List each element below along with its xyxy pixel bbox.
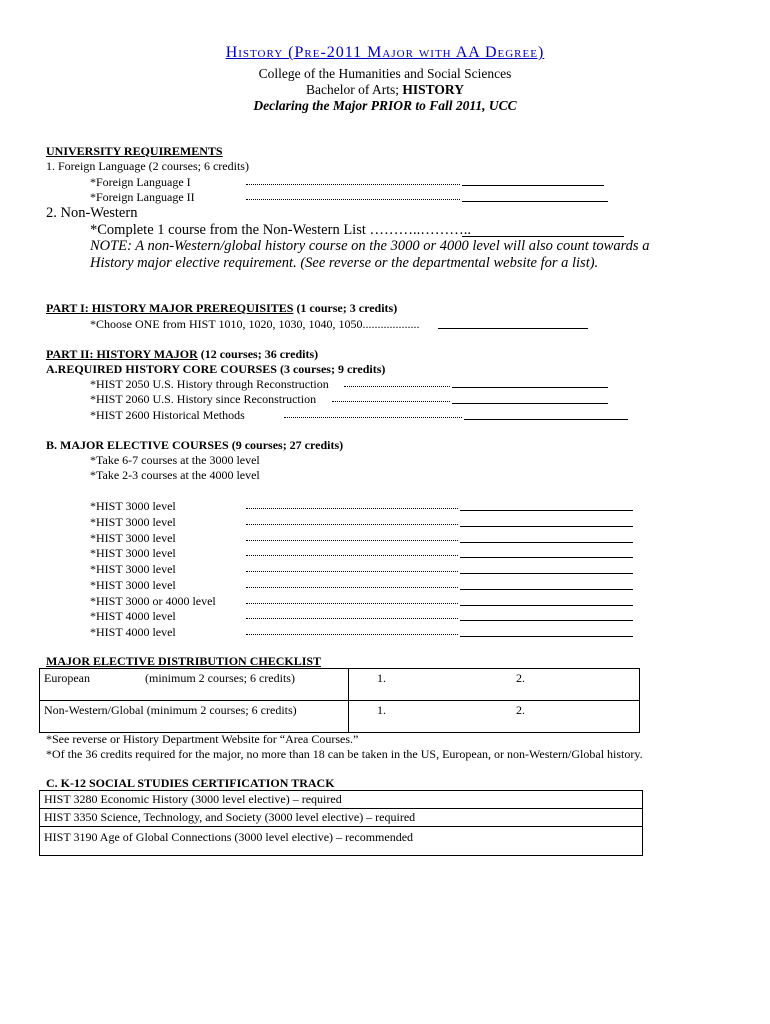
- checklist-requirement: (minimum 2 courses; 6 credits): [144, 671, 295, 685]
- elective-item-leader: [246, 523, 458, 525]
- k12-table: [39, 790, 643, 856]
- checklist-category-cell: [40, 669, 349, 701]
- checklist-row-european: [40, 669, 640, 701]
- non-western-note-2: History major elective requirement. (See reverse or the departmental website for a list).: [90, 255, 599, 271]
- elective-item-label: *HIST 3000 level: [90, 546, 176, 561]
- k12-course: HIST 3280 Economic History (3000 level elective) – required: [40, 791, 643, 809]
- checklist-heading: MAJOR ELECTIVE DISTRIBUTION CHECKLIST: [46, 654, 322, 668]
- core-item-3-blank: [464, 418, 628, 420]
- checklist-category: European: [44, 671, 90, 685]
- elective-item-blank: [460, 619, 633, 621]
- elective-item-blank: [460, 572, 633, 574]
- elective-item-label: *HIST 3000 level: [90, 530, 176, 545]
- college-name: College of the Humanities and Social Sciences: [258, 66, 512, 81]
- checklist-category: Non-Western/Global: [44, 703, 144, 717]
- elective-item-leader: [246, 570, 458, 572]
- elective-item-blank: [460, 604, 633, 606]
- part2-credits: (12 courses; 36 credits): [197, 347, 319, 361]
- elective-item-leader: [246, 617, 458, 619]
- elective-item-blank: [460, 541, 633, 543]
- elective-item-label: *HIST 3000 level: [90, 577, 176, 592]
- part1-credits: (1 course; 3 credits): [293, 301, 398, 315]
- k12-row: [40, 827, 643, 856]
- foreign-language-heading: 1. Foreign Language (2 courses; 6 credits): [46, 159, 249, 173]
- elective-item-blank: [460, 525, 633, 527]
- elective-item-blank: [460, 556, 633, 558]
- degree-prefix: Bachelor of Arts;: [306, 82, 403, 97]
- elective-item-label: *HIST 3000 level: [90, 562, 176, 576]
- elective-item-label: *HIST 3000 level: [90, 514, 176, 529]
- core-item-1-leader: [344, 385, 450, 387]
- foreign-language-2-blank: [462, 200, 608, 202]
- part2-heading: PART II: HISTORY MAJOR: [46, 347, 198, 361]
- k12-row: [40, 791, 643, 809]
- foreign-language-1-leader: [246, 183, 460, 185]
- elective-item-label: *HIST 4000 level: [90, 625, 176, 639]
- degree-line: [0, 82, 770, 98]
- elective-item-blank: [460, 635, 633, 637]
- checklist-requirement: (minimum 2 courses; 6 credits): [146, 703, 297, 717]
- foreign-language-1-blank: [462, 184, 604, 186]
- part1-blank: [438, 327, 588, 329]
- elective-item-leader: [246, 633, 458, 635]
- non-western-complete: *Complete 1 course from the Non-Western List ………..………..: [90, 222, 472, 238]
- part1-heading: PART I: HISTORY MAJOR PREREQUISITES: [46, 301, 294, 315]
- part1-heading-line: [46, 301, 397, 316]
- non-western-blank: [462, 235, 624, 237]
- elective-item-label: *HIST 3000 level: [90, 499, 176, 513]
- k12-row: [40, 809, 643, 827]
- checklist-course-2: 2.: [516, 671, 525, 685]
- checklist-course-cell[interactable]: [349, 669, 640, 701]
- core-item-1-blank: [452, 386, 608, 388]
- core-item-1: *HIST 2050 U.S. History through Reconstruction: [90, 377, 329, 391]
- declaring-line: Declaring the Major PRIOR to Fall 2011, UCC: [253, 98, 517, 113]
- core-item-2-leader: [332, 400, 450, 402]
- k12-course: HIST 3190 Age of Global Connections (3000 level elective) – recommended: [40, 827, 643, 856]
- elective-item-leader: [246, 539, 458, 541]
- page-title: History (Pre-2011 Major with AA Degree): [225, 44, 545, 61]
- university-requirements-heading: UNIVERSITY REQUIREMENTS: [46, 144, 223, 158]
- checklist-note-1: *See reverse or History Department Website for “Area Courses.”: [46, 732, 359, 746]
- degree-major: HISTORY: [402, 82, 464, 97]
- elective-item-label: *HIST 3000 or 4000 level: [90, 593, 216, 608]
- foreign-language-2-leader: [246, 198, 460, 200]
- checklist-category-cell: [40, 701, 349, 733]
- checklist-row-non-western: [40, 701, 640, 733]
- elective-item-blank: [460, 588, 633, 590]
- foreign-language-2-label: *Foreign Language II: [90, 190, 195, 204]
- checklist-table: [39, 668, 640, 733]
- part2-heading-line: [46, 347, 318, 362]
- elective-heading: B. MAJOR ELECTIVE COURSES (9 courses; 27 credits): [46, 438, 344, 452]
- elective-note-2: *Take 2-3 courses at the 4000 level: [90, 468, 260, 482]
- core-heading: A.REQUIRED HISTORY CORE COURSES (3 courses; 9 credits): [46, 362, 386, 376]
- core-item-2-blank: [452, 402, 608, 404]
- k12-heading: C. K-12 SOCIAL STUDIES CERTIFICATION TRACK: [46, 776, 335, 790]
- elective-item-leader: [246, 586, 458, 588]
- elective-item-label: *HIST 4000 level: [90, 609, 176, 624]
- elective-item-leader: [246, 602, 458, 604]
- checklist-course-1: 1.: [377, 671, 386, 685]
- core-item-3: *HIST 2600 Historical Methods: [90, 408, 245, 422]
- core-item-2: *HIST 2060 U.S. History since Reconstruction: [90, 392, 317, 406]
- non-western-heading: 2. Non-Western: [46, 205, 138, 221]
- foreign-language-1-label: *Foreign Language I: [90, 175, 191, 189]
- checklist-course-cell[interactable]: [349, 701, 640, 733]
- k12-course: HIST 3350 Science, Technology, and Society (3000 level elective) – required: [40, 809, 643, 827]
- checklist-note-2: *Of the 36 credits required for the major, no more than 18 can be taken in the US, European, or non-Western/Global history.: [46, 747, 643, 761]
- elective-item-blank: [460, 509, 633, 511]
- checklist-course-1: 1.: [377, 703, 386, 717]
- checklist-course-2: 2.: [516, 703, 525, 717]
- part1-choose: *Choose ONE from HIST 1010, 1020, 1030, 1040, 1050...................: [90, 317, 420, 331]
- elective-note-1: *Take 6-7 courses at the 3000 level: [90, 453, 260, 467]
- elective-item-leader: [246, 554, 458, 556]
- elective-item-leader: [246, 507, 458, 509]
- non-western-note-1: NOTE: A non-Western/global history course on the 3000 or 4000 level will also count towards a: [90, 238, 650, 254]
- core-item-3-leader: [284, 416, 462, 418]
